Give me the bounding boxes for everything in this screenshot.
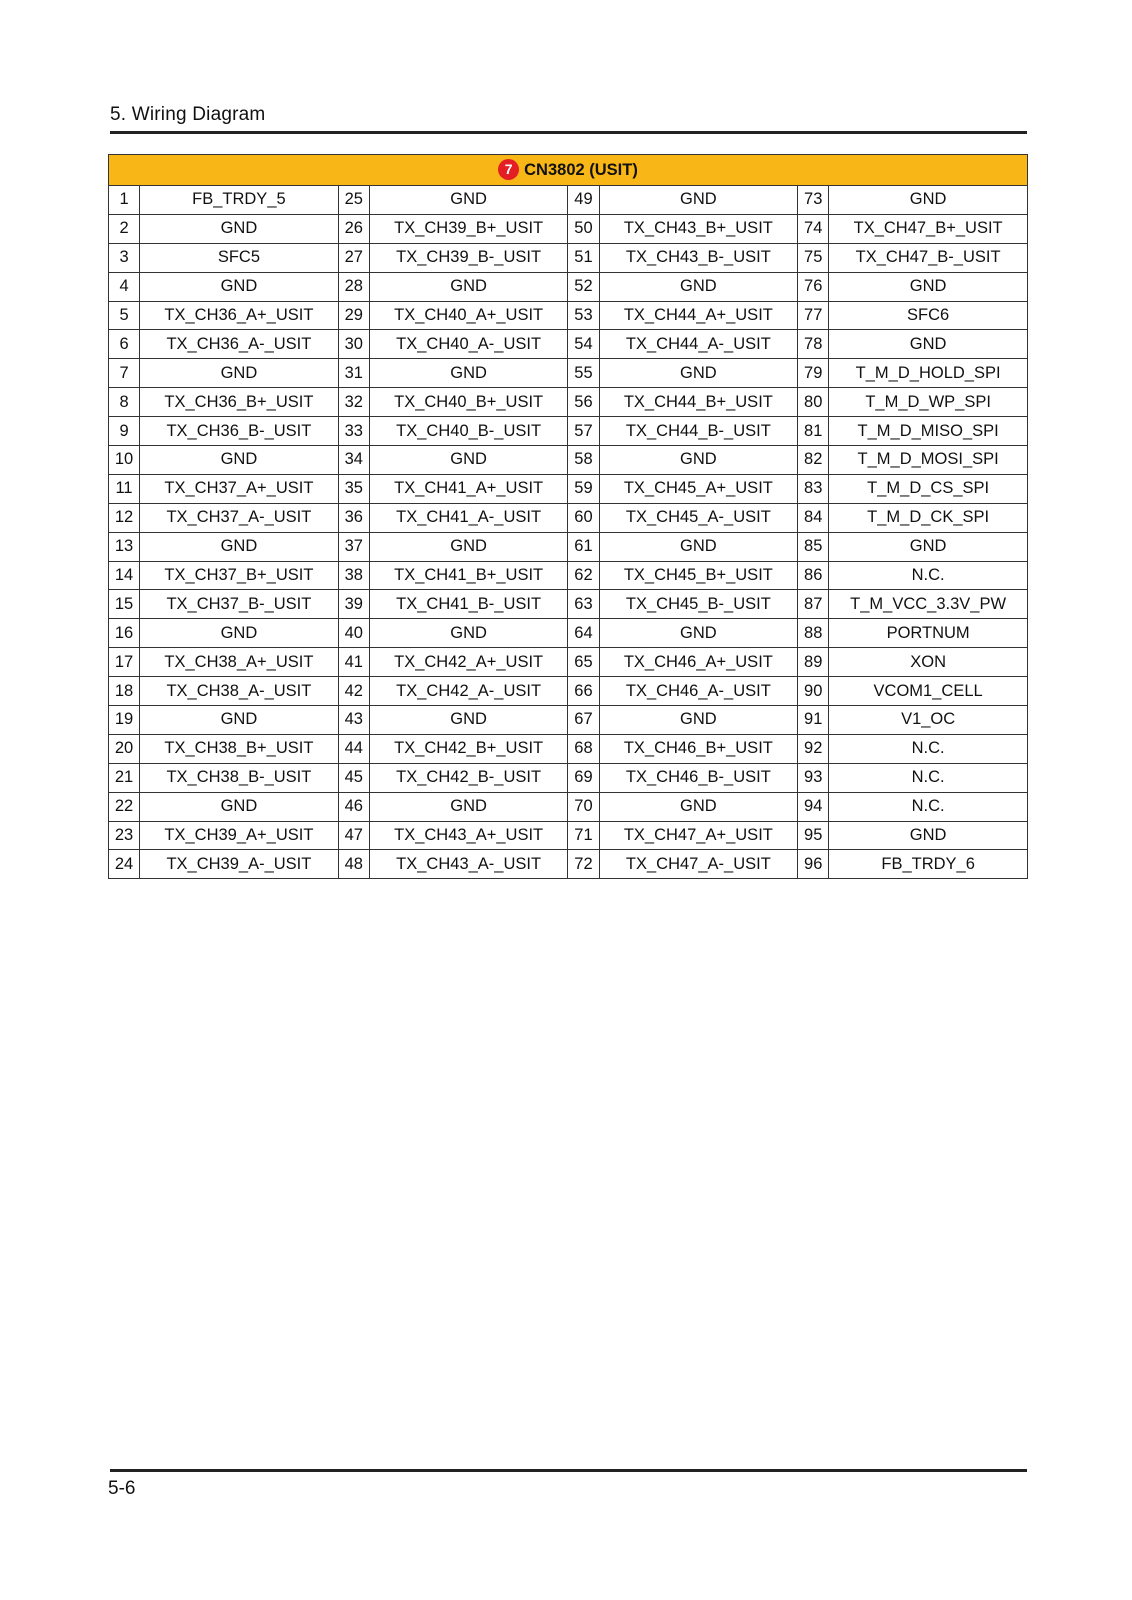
table-row [109,734,1028,763]
pin-number: 14 [109,561,140,590]
pin-number: 37 [338,532,369,561]
pin-signal: TX_CH46_A-_USIT [599,677,798,706]
pin-number: 45 [338,763,369,792]
pin-signal: GND [599,359,798,388]
pin-number: 17 [109,648,140,677]
pin-number: 41 [338,648,369,677]
pin-number: 73 [798,186,829,215]
pin-signal: TX_CH41_A-_USIT [369,503,568,532]
pin-number: 1 [109,186,140,215]
pin-signal: GND [140,446,339,475]
pin-number: 22 [109,792,140,821]
pin-signal: T_M_VCC_3.3V_PW [829,590,1028,619]
pin-number: 28 [338,272,369,301]
pin-signal: T_M_D_WP_SPI [829,388,1028,417]
pin-number: 20 [109,734,140,763]
pin-signal: GND [369,272,568,301]
pin-number: 30 [338,330,369,359]
pin-signal: GND [599,792,798,821]
pin-signal: TX_CH41_A+_USIT [369,474,568,503]
pin-number: 93 [798,763,829,792]
pin-number: 9 [109,417,140,446]
pin-number: 47 [338,821,369,850]
pin-number: 72 [568,850,599,879]
pin-signal: TX_CH40_A+_USIT [369,301,568,330]
pin-number: 49 [568,186,599,215]
pin-number: 64 [568,619,599,648]
pin-signal: GND [599,446,798,475]
pin-number: 82 [798,446,829,475]
pin-number: 79 [798,359,829,388]
pin-number: 26 [338,214,369,243]
pin-signal: TX_CH36_A-_USIT [140,330,339,359]
table-row [109,648,1028,677]
pin-signal: GND [140,359,339,388]
pin-signal: TX_CH40_A-_USIT [369,330,568,359]
pin-signal: TX_CH39_A+_USIT [140,821,339,850]
pin-signal: TX_CH38_B-_USIT [140,763,339,792]
pin-number: 89 [798,648,829,677]
pin-number: 53 [568,301,599,330]
pin-number: 27 [338,243,369,272]
pin-number: 34 [338,446,369,475]
pinout-table-body [109,186,1028,879]
pin-number: 83 [798,474,829,503]
pin-signal: GND [829,532,1028,561]
table-row [109,301,1028,330]
pin-signal: GND [599,532,798,561]
pin-signal: T_M_D_CK_SPI [829,503,1028,532]
pin-number: 94 [798,792,829,821]
pin-signal: GND [369,532,568,561]
pin-signal: GND [140,619,339,648]
pin-signal: TX_CH47_A+_USIT [599,821,798,850]
pin-signal: GND [599,272,798,301]
pin-number: 55 [568,359,599,388]
table-row [109,417,1028,446]
pin-signal: TX_CH40_B+_USIT [369,388,568,417]
pin-number: 57 [568,417,599,446]
pin-signal: TX_CH39_A-_USIT [140,850,339,879]
pin-signal: TX_CH47_B+_USIT [829,214,1028,243]
pin-signal: GND [140,792,339,821]
pin-number: 62 [568,561,599,590]
pin-number: 87 [798,590,829,619]
table-row [109,677,1028,706]
pin-signal: TX_CH46_A+_USIT [599,648,798,677]
pin-number: 92 [798,734,829,763]
pin-signal: TX_CH42_A+_USIT [369,648,568,677]
pin-number: 23 [109,821,140,850]
table-row [109,243,1028,272]
pin-signal: N.C. [829,792,1028,821]
table-row [109,763,1028,792]
pin-number: 63 [568,590,599,619]
pin-number: 7 [109,359,140,388]
table-row [109,821,1028,850]
pin-number: 36 [338,503,369,532]
pin-number: 21 [109,763,140,792]
pin-number: 50 [568,214,599,243]
pin-signal: PORTNUM [829,619,1028,648]
pin-signal: TX_CH38_B+_USIT [140,734,339,763]
pin-number: 29 [338,301,369,330]
connector-title: CN3802 (USIT) [524,160,638,179]
page-number: 5-6 [108,1478,136,1499]
header-divider [110,131,1027,134]
pin-number: 16 [109,619,140,648]
pin-signal: VCOM1_CELL [829,677,1028,706]
pin-signal: TX_CH36_B+_USIT [140,388,339,417]
pin-signal: N.C. [829,561,1028,590]
pin-signal: TX_CH43_B-_USIT [599,243,798,272]
pin-signal: TX_CH43_B+_USIT [599,214,798,243]
pin-signal: TX_CH37_B-_USIT [140,590,339,619]
pin-number: 88 [798,619,829,648]
pin-signal: GND [599,619,798,648]
pin-signal: GND [599,186,798,215]
pin-signal: GND [140,214,339,243]
pin-signal: TX_CH45_A-_USIT [599,503,798,532]
pin-signal: TX_CH42_B+_USIT [369,734,568,763]
pin-signal: GND [829,821,1028,850]
pin-signal: GND [829,272,1028,301]
pin-signal: TX_CH42_B-_USIT [369,763,568,792]
pin-signal: TX_CH44_B+_USIT [599,388,798,417]
pin-signal: TX_CH44_B-_USIT [599,417,798,446]
pin-signal: GND [369,186,568,215]
pin-number: 90 [798,677,829,706]
pin-signal: TX_CH37_A-_USIT [140,503,339,532]
pin-number: 91 [798,706,829,735]
pin-signal: GND [140,706,339,735]
pin-number: 74 [798,214,829,243]
pin-number: 4 [109,272,140,301]
section-title: 5. Wiring Diagram [110,104,266,125]
pin-number: 85 [798,532,829,561]
pin-signal: TX_CH45_B-_USIT [599,590,798,619]
pin-number: 44 [338,734,369,763]
pin-number: 71 [568,821,599,850]
pin-signal: GND [140,272,339,301]
table-row [109,590,1028,619]
pin-signal: TX_CH38_A+_USIT [140,648,339,677]
pin-signal: TX_CH45_B+_USIT [599,561,798,590]
pin-number: 84 [798,503,829,532]
pin-signal: SFC6 [829,301,1028,330]
pin-signal: TX_CH42_A-_USIT [369,677,568,706]
pin-signal: GND [369,792,568,821]
table-row [109,186,1028,215]
pin-number: 58 [568,446,599,475]
pin-number: 61 [568,532,599,561]
pin-number: 31 [338,359,369,388]
pin-signal: T_M_D_HOLD_SPI [829,359,1028,388]
pin-number: 18 [109,677,140,706]
pin-number: 75 [798,243,829,272]
pin-number: 77 [798,301,829,330]
pin-signal: TX_CH41_B+_USIT [369,561,568,590]
pin-number: 67 [568,706,599,735]
pin-number: 12 [109,503,140,532]
pin-number: 40 [338,619,369,648]
table-row [109,792,1028,821]
pinout-table [108,154,1028,879]
pin-signal: N.C. [829,734,1028,763]
table-row [109,503,1028,532]
pin-signal: TX_CH37_A+_USIT [140,474,339,503]
table-row [109,214,1028,243]
pin-number: 65 [568,648,599,677]
pin-number: 35 [338,474,369,503]
pin-number: 33 [338,417,369,446]
pin-number: 69 [568,763,599,792]
pin-number: 42 [338,677,369,706]
pin-signal: GND [369,359,568,388]
table-row [109,446,1028,475]
table-row [109,532,1028,561]
pin-number: 60 [568,503,599,532]
pin-signal: TX_CH45_A+_USIT [599,474,798,503]
pin-number: 48 [338,850,369,879]
table-row [109,272,1028,301]
connector-number-badge: 7 [498,159,519,180]
pin-signal: TX_CH40_B-_USIT [369,417,568,446]
table-row [109,388,1028,417]
pin-number: 70 [568,792,599,821]
pin-number: 2 [109,214,140,243]
footer-divider [110,1469,1027,1472]
pin-number: 59 [568,474,599,503]
pin-number: 32 [338,388,369,417]
pin-number: 56 [568,388,599,417]
table-row [109,474,1028,503]
pin-signal: TX_CH47_A-_USIT [599,850,798,879]
pin-number: 25 [338,186,369,215]
pin-number: 3 [109,243,140,272]
pin-number: 52 [568,272,599,301]
pin-signal: GND [369,619,568,648]
pin-number: 46 [338,792,369,821]
pin-signal: TX_CH36_A+_USIT [140,301,339,330]
pin-number: 24 [109,850,140,879]
pin-signal: SFC5 [140,243,339,272]
pin-signal: GND [829,330,1028,359]
pin-signal: TX_CH43_A+_USIT [369,821,568,850]
pin-number: 66 [568,677,599,706]
pin-number: 38 [338,561,369,590]
pin-signal: TX_CH43_A-_USIT [369,850,568,879]
pin-number: 68 [568,734,599,763]
pin-number: 13 [109,532,140,561]
pin-signal: XON [829,648,1028,677]
pin-number: 6 [109,330,140,359]
pin-number: 39 [338,590,369,619]
pin-signal: GND [369,706,568,735]
pin-signal: GND [140,532,339,561]
pin-number: 15 [109,590,140,619]
connector-header [109,155,1028,186]
pin-number: 51 [568,243,599,272]
pin-number: 43 [338,706,369,735]
pin-signal: TX_CH38_A-_USIT [140,677,339,706]
pin-signal: TX_CH46_B+_USIT [599,734,798,763]
pin-number: 54 [568,330,599,359]
table-row [109,330,1028,359]
pin-number: 86 [798,561,829,590]
pin-number: 81 [798,417,829,446]
pin-number: 8 [109,388,140,417]
pin-number: 5 [109,301,140,330]
pin-number: 76 [798,272,829,301]
table-row [109,359,1028,388]
pin-signal: TX_CH44_A+_USIT [599,301,798,330]
pin-signal: GND [599,706,798,735]
pin-signal: TX_CH36_B-_USIT [140,417,339,446]
pin-signal: TX_CH39_B-_USIT [369,243,568,272]
pin-number: 95 [798,821,829,850]
table-row [109,850,1028,879]
table-row [109,619,1028,648]
pin-signal: TX_CH41_B-_USIT [369,590,568,619]
pin-signal: TX_CH46_B-_USIT [599,763,798,792]
table-row [109,561,1028,590]
pin-number: 80 [798,388,829,417]
pin-signal: FB_TRDY_6 [829,850,1028,879]
pin-number: 10 [109,446,140,475]
pin-signal: T_M_D_MOSI_SPI [829,446,1028,475]
pin-signal: TX_CH37_B+_USIT [140,561,339,590]
pin-signal: GND [829,186,1028,215]
pin-signal: TX_CH39_B+_USIT [369,214,568,243]
table-row [109,706,1028,735]
pin-signal: T_M_D_MISO_SPI [829,417,1028,446]
pin-signal: GND [369,446,568,475]
pin-number: 19 [109,706,140,735]
pin-number: 78 [798,330,829,359]
pin-signal: TX_CH47_B-_USIT [829,243,1028,272]
pin-number: 96 [798,850,829,879]
connector-header-row [109,155,1028,186]
pin-signal: V1_OC [829,706,1028,735]
pin-signal: T_M_D_CS_SPI [829,474,1028,503]
pin-signal: FB_TRDY_5 [140,186,339,215]
pin-signal: TX_CH44_A-_USIT [599,330,798,359]
pin-number: 11 [109,474,140,503]
pin-signal: N.C. [829,763,1028,792]
